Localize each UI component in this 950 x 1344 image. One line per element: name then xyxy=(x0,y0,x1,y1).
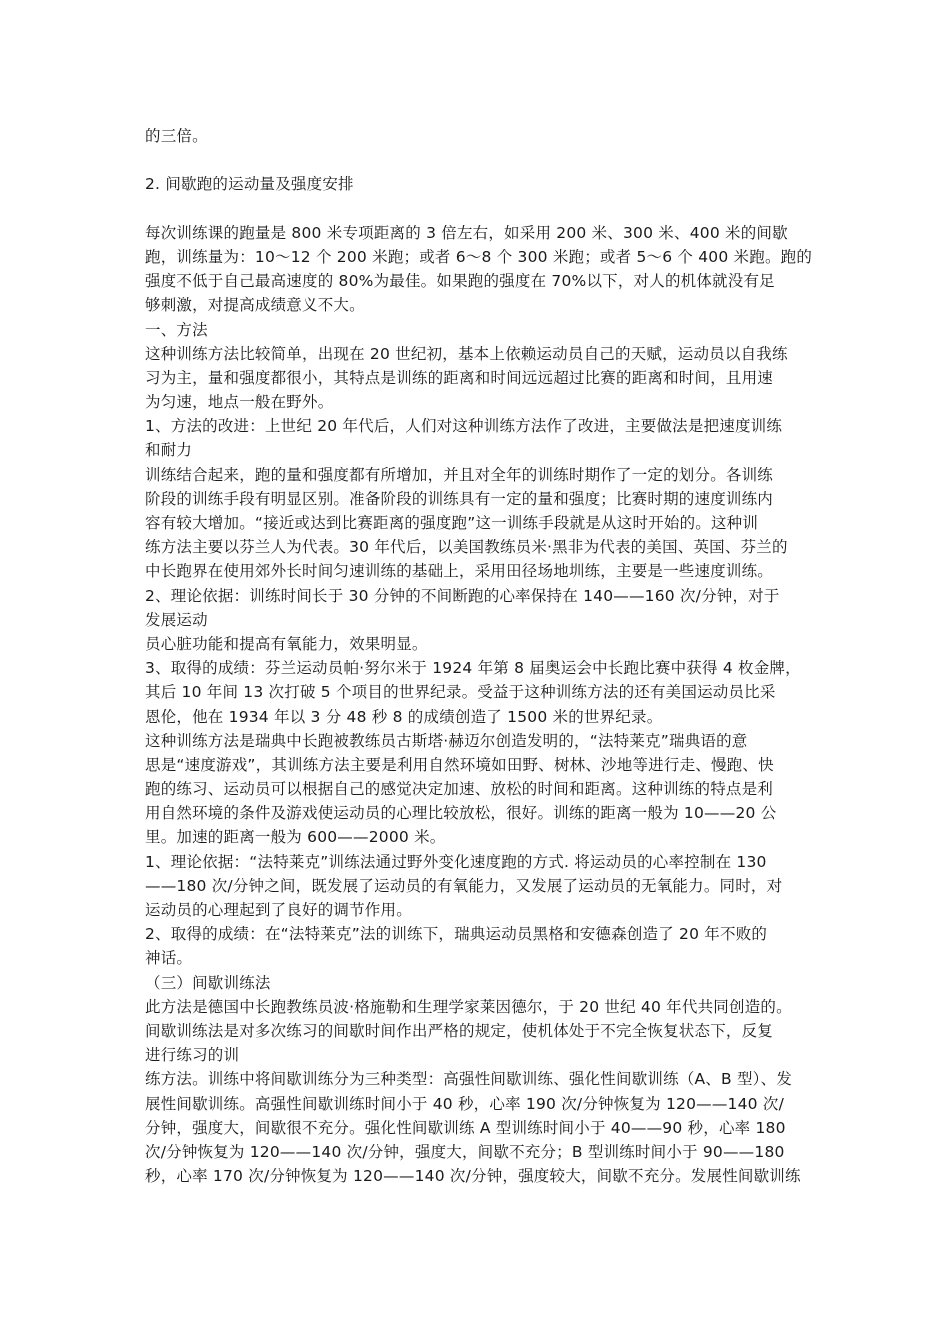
body-line: 这种训练方法比较简单，出现在 20 世纪初，基本上依赖运动员自己的天赋，运动员以自我练 xyxy=(145,344,788,363)
paragraph-line: 够刺激，对提高成绩意义不大。 xyxy=(145,296,365,315)
body-line: 习为主，量和强度都很小，其特点是训练的距离和时间远远超过比赛的距离和时间，且用速 xyxy=(145,368,774,387)
paragraph-line: 跑，训练量为：10～12 个 200 米跑；或者 6～8 个 300 米跑；或者 5～6 个 400 米跑。跑的 xyxy=(145,247,813,266)
body-line: 次/分钟恢复为 120——140 次/分钟，强度大，间歇不充分；B 型训练时间小于 90——180 xyxy=(145,1142,785,1161)
paragraph-line: 强度不低于自己最高速度的 80%为最佳。如果跑的强度在 70%以下，对人的机体就没有足 xyxy=(145,272,775,291)
body-line: 跑的练习、运动员可以根据自己的感觉决定加速、放松的时间和距离。这种训练的特点是利 xyxy=(145,780,774,799)
blank-line xyxy=(145,197,815,221)
body-line: 一、方法 xyxy=(145,320,208,339)
body-line: 1、方法的改进：上世纪 20 年代后，人们对这种训练方法作了改进，主要做法是把速度训练 xyxy=(145,417,783,436)
body-line: 用自然环境的条件及游戏使运动员的心理比较放松，很好。训练的距离一般为 10——20 公 xyxy=(145,804,777,823)
document-body xyxy=(145,124,815,1188)
body-line: 展性间歇训练。高强性间歇训练时间小于 40 秒，心率 190 次/分钟恢复为 120——140 次/ xyxy=(145,1094,784,1113)
body-line: 1、理论依据：“法特莱克”训练法通过野外变化速度跑的方式. 将运动员的心率控制在 130 xyxy=(145,852,767,871)
body-line: 容有较大增加。“接近或达到比赛距离的强度跑”这一训练手段就是从这时开始的。这种训 xyxy=(145,514,759,532)
body-line: 里。加速的距离一般为 600——2000 米。 xyxy=(145,828,446,847)
body-line: 间歇训练法是对多次练习的间歇时间作出严格的规定，使机体处于不完全恢复状态下，反复 xyxy=(145,1021,774,1040)
body-line: 2、取得的成绩：在“法特莱克”法的训练下，瑞典运动员黑格和安德森创造了 20 年不败的 xyxy=(145,925,768,944)
body-line: 这种训练方法是瑞典中长跑被教练员古斯塔·赫迈尔创造发明的，“法特莱克”瑞典语的意 xyxy=(145,731,748,750)
body-line: 2、理论依据：训练时间长于 30 分钟的不间断跑的心率保持在 140——160 次/分钟，对于 xyxy=(145,586,780,605)
body-line: 其后 10 年间 13 次打破 5 个项目的世界纪录。受益于这种训练方法的还有美国运动员比采 xyxy=(145,683,776,702)
body-line: 练方法主要以芬兰人为代表。30 年代后，以美国教练员米·黑非为代表的美国、英国、芬兰的 xyxy=(145,538,788,557)
body-line: 运动员的心理起到了良好的调节作用。 xyxy=(145,901,412,919)
body-line: 进行练习的训 xyxy=(145,1046,240,1065)
body-line: 中长跑界在使用郊外长时间匀速训练的基础上，采用田径场地圳练，主要是一些速度训练。 xyxy=(145,562,774,581)
body-line: 此方法是德国中长跑教练员波·格施勒和生理学家莱因德尔，于 20 世纪 40 年代共同创造的。 xyxy=(145,997,792,1016)
section-heading: 2. 间歇跑的运动量及强度安排 xyxy=(145,175,354,194)
body-line: 分钟，强度大，间歇很不充分。强化性间歇训练 A 型训练时间小于 40——90 秒，心率 180 xyxy=(145,1118,786,1137)
paragraph-line: 每次训练课的跑量是 800 米专项距离的 3 倍左右，如采用 200 米、300 米、400 米的间歇 xyxy=(145,223,788,242)
body-line: 和耐力 xyxy=(145,441,193,460)
body-line: 为匀速，地点一般在野外。 xyxy=(145,393,334,412)
body-line: 员心脏功能和提高有氧能力，效果明显。 xyxy=(145,634,428,653)
body-line: 思是“速度游戏”，其训练方法主要是利用自然环境如田野、树林、沙地等进行走、慢跑、快 xyxy=(145,755,774,774)
body-line: 神话。 xyxy=(145,949,193,968)
body-line: 训练结合起来，跑的量和强度都有所增加，并且对全年的训练时期作了一定的划分。各训练 xyxy=(145,465,774,484)
body-line: 秒，心率 170 次/分钟恢复为 120——140 次/分钟，强度较大，间歇不充分。发展性间歇训练 xyxy=(145,1167,801,1186)
intro-tail: 的三倍。 xyxy=(145,127,208,145)
body-line: ——180 次/分钟之间，既发展了运动员的有氧能力，又发展了运动员的无氧能力。同时，对 xyxy=(145,876,783,895)
body-line: 练方法。训练中将间歇训练分为三种类型：高强性间歇训练、强化性间歇训练（A、B 型）、发 xyxy=(145,1070,793,1089)
body-line: 3、取得的成绩：芬兰运动员帕·努尔米于 1924 年第 8 届奥运会中长跑比赛中获得 4 枚金牌， xyxy=(145,659,801,678)
subsection-heading: （三）间歇训练法 xyxy=(145,973,271,992)
body-line: 发展运动 xyxy=(145,610,208,629)
blank-line xyxy=(145,148,815,172)
body-line: 阶段的训练手段有明显区别。准备阶段的训练具有一定的量和强度；比赛时期的速度训练内 xyxy=(145,489,774,508)
body-line: 恩伦，他在 1934 年以 3 分 48 秒 8 的成绩创造了 1500 米的世界纪录。 xyxy=(145,707,663,726)
